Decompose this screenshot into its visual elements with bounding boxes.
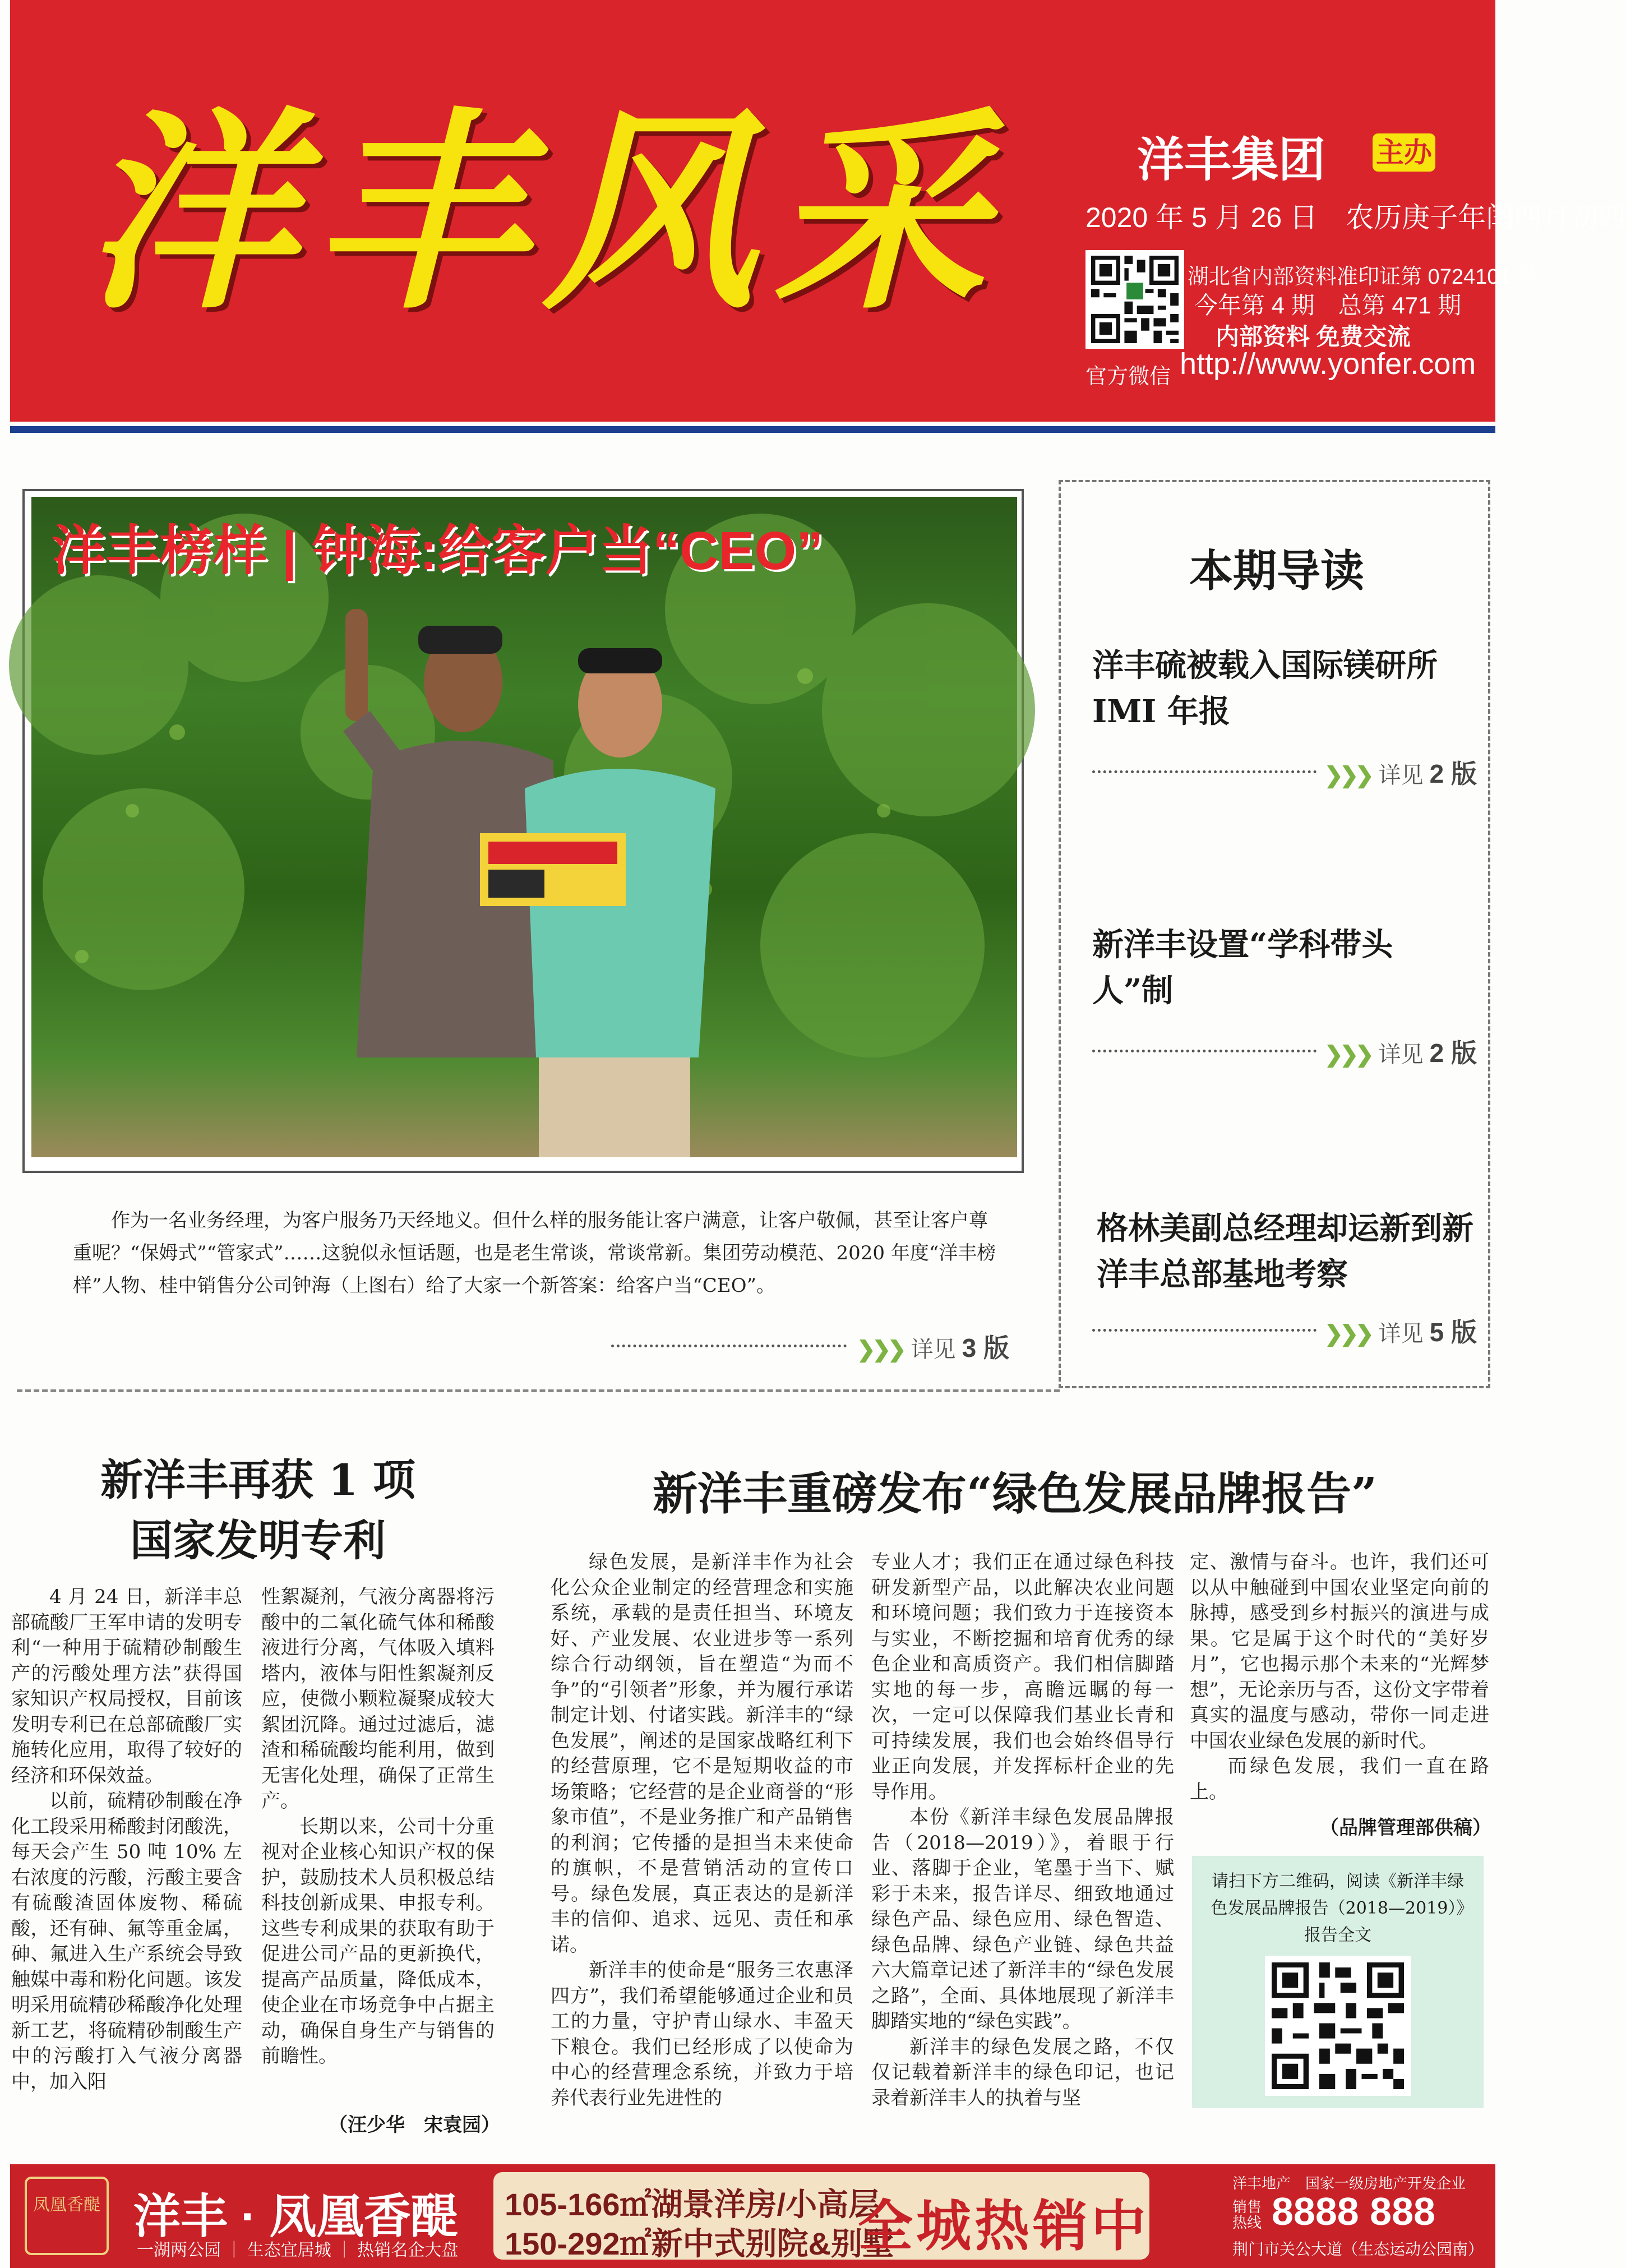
guide-item-2[interactable]: 新洋丰设置“学科带头人”制 xyxy=(1092,926,1393,1009)
issue-number: 今年第 4 期 总第 471 期 xyxy=(1194,292,1462,318)
website-link[interactable]: http://www.yonfer.com xyxy=(1180,347,1476,381)
article2-column-3 xyxy=(1190,1550,1489,1805)
qr-icon xyxy=(1272,1962,1404,2089)
ad-offer-line-1: 105-166㎡湖景洋房/小高层 xyxy=(505,2187,880,2222)
ad-developer: 洋丰地产 国家一级房地产开发企业 xyxy=(1232,2175,1466,2192)
article2-byline: （品牌管理部供稿） xyxy=(1320,1817,1491,1839)
chevron-right-icon: ❯❯❯ xyxy=(857,1337,903,1362)
ad-offer-line-2: 150-292㎡新中式别院&别墅 xyxy=(505,2226,894,2261)
masthead xyxy=(10,0,1626,422)
ad-offer-panel xyxy=(493,2172,1149,2260)
article1-title-line2: 国家发明专利 xyxy=(130,1516,386,1565)
article1-title-line1: 新洋丰再获 1 项 xyxy=(100,1455,415,1505)
article1-column-1 xyxy=(11,1585,242,2095)
dotted-leader xyxy=(1092,1050,1316,1052)
report-qr-code[interactable] xyxy=(1265,1956,1411,2096)
paragraph: 而绿色发展，我们一直在路上。 xyxy=(1190,1755,1489,1803)
publisher-badge: 主办 xyxy=(1373,133,1435,172)
real-estate-ad-banner[interactable] xyxy=(10,2164,1495,2268)
paragraph: 绿色发展，是新洋丰作为社会化公众企业制定的经营理念和实施系统，承载的是责任担当、环境友好、产业发展、农业进步等一系列综合行动纲领，旨在塑造“为而不争”的“引领者”形象，并为履行承诺制定计划、付诸实践。新洋丰的“绿色发展”，阐述的是国家战略红利下的经营原理，它不是短期收益的市场策略；它经营的是企业商誉的“形象市值”，不是业务推广和产品销售的利润；它传播的是担当未来使命的旗帜，不是营销活动的宣传口号。绿色发展，真正表达的是新洋丰的信仰、追求、远见、责任和承诺。 xyxy=(551,1551,853,1956)
ad-tagline: 一湖两公园 ｜ 生态宜居城 ｜ 热销名企大盘 xyxy=(137,2241,459,2260)
article2-column-1 xyxy=(551,1550,853,2111)
chevron-right-icon: ❯❯❯ xyxy=(1324,1322,1371,1346)
article2-column-2 xyxy=(871,1550,1174,2111)
paragraph: 专业人才；我们正在通过绿色科技研发新型产品，以此解决农业问题和环境问题；我们致力于连接资本与实业，不断挖掘和培育优秀的绿色企业和高质资产。我们相信脚踏实地的每一步，高瞻远瞩的每一次，一定可以保障我们基业长青和可持续发展，我们也会始终倡导行业正向发展，并发挥标杆企业的先导作用。 xyxy=(871,1551,1174,1803)
paragraph: 本份《新洋丰绿色发展品牌报告（2018—2019）》，着眼于行业、落脚于企业，笔墨于当下、赋彩于未来，报告详尽、细致地通过绿色产品、绿色应用、绿色智造、绿色品牌、绿色产业链、绿色共益六大篇章记述了新洋丰的“绿色发展之路”，全面、具体地展现了新洋丰脚踏实地的“绿色实践”。 xyxy=(871,1806,1174,2033)
chevron-right-icon: ❯❯❯ xyxy=(1324,763,1371,788)
paragraph: 定、激情与奋斗。也许，我们还可以从中触碰到中国农业坚定向前的脉搏，感受到乡村振兴的演进与成果。它是属于这个时代的“美好岁月”，它也揭示那个未来的“光辉梦想”，无论亲历与否，这份文字带着真实的温度与感动，带你一同走进中国农业绿色发展的新时代。 xyxy=(1190,1551,1489,1752)
guide-item-1[interactable]: 洋丰硫被载入国际镁研所 IMI 年报 xyxy=(1092,647,1438,730)
feature-see-page-link[interactable]: ❯❯❯ 详见 3 版 xyxy=(857,1333,1010,1362)
issue-guide-box xyxy=(1059,480,1490,1388)
feature-photo[interactable] xyxy=(31,497,1017,1157)
people-figures xyxy=(31,497,1017,1157)
ad-logo: 凤凰香醍 xyxy=(25,2177,109,2255)
guide-item-3-see-link[interactable]: ❯❯❯ 详见 5 版 xyxy=(1324,1318,1477,1347)
feature-caption: 作为一名业务经理，为客户服务乃天经地义。但什么样的服务能让客户满意，让客户敬佩，甚至让客户尊重呢？“保姆式”“管家式”……这貌似永恒话题，也是老生常谈，常谈常新。集团劳动模范、2020 年度“洋丰榜样”人物、桂中销售分公司钟海（上图右）给了大家一个新答案：给客户当“CEO”。 xyxy=(73,1209,996,1297)
qr-instruction: 请扫下方二维码，阅读《新洋丰绿色发展品牌报告（2018—2019）》报告全文 xyxy=(1211,1872,1465,1945)
ad-brand: 洋丰 · 凤凰香醍 xyxy=(133,2190,458,2243)
publisher-name: 洋丰集团 xyxy=(1137,133,1326,186)
feature-headline: 洋丰榜样 | 钟海:给客户当“CEO” xyxy=(52,521,824,581)
report-qr-box xyxy=(1192,1856,1484,2108)
permit-number: 湖北省内部资料准印证第 0724101 号 xyxy=(1188,265,1539,289)
ad-phone-number[interactable]: 8888 888 xyxy=(1272,2190,1435,2233)
ad-slogan: 全城热销中 xyxy=(858,2194,1150,2258)
guide-title: 本期导读 xyxy=(1189,546,1364,597)
article2-title: 新洋丰重磅发布“绿色发展品牌报告” xyxy=(652,1467,1378,1520)
guide-item-1-see-link[interactable]: ❯❯❯ 详见 2 版 xyxy=(1324,759,1477,788)
section-divider xyxy=(17,1389,1060,1392)
masthead-rule xyxy=(10,426,1495,433)
article1-byline: （汪少华 宋袁园） xyxy=(329,2114,500,2136)
internal-note: 内部资料 免费交流 xyxy=(1216,324,1411,350)
feature-photo-frame xyxy=(22,489,1024,1173)
issue-date: 2020 年 5 月 26 日 农历庚子年闰四月初四 xyxy=(1085,202,1626,233)
paragraph: 新洋丰的使命是“服务三农惠泽四方”，我们希望能够通过企业和员工的力量，守护青山绿水、丰盈天下粮仓。我们已经形成了以使命为中心的经营理念系统，并致力于培养代表行业先进性的 xyxy=(551,1959,853,2109)
paragraph: 新洋丰的绿色发展之路，不仅仅记载着新洋丰的绿色印记，也记录着新洋丰人的执着与坚 xyxy=(871,2035,1174,2109)
article1-title xyxy=(22,1450,493,1571)
paragraph: 长期以来，公司十分重视对企业核心知识产权的保护，鼓励技术人员积极总结科技创新成果、申报专利。这些专利成果的获取有助于促进公司产品的更新换代，提高产品质量，降低成本，使企业在市场竞争中占据主动，确保自身生产与销售的前瞻性。 xyxy=(261,1815,495,2067)
qr-icon xyxy=(1091,256,1179,343)
paragraph: 性絮凝剂，气液分离器将污酸中的二氧化硫气体和稀酸液进行分离，气体吸入填料塔内，液体与阳性絮凝剂反应，使微小颗粒凝聚成较大絮团沉降。通过过滤后，滤渣和稀硫酸均能利用，做到无害化处理，确保了正常生产。 xyxy=(261,1586,495,1812)
paragraph: 4 月 24 日，新洋丰总部硫酸厂王军申请的发明专利“一种用于硫精砂制酸生产的污酸处理方法”获得国家知识产权局授权，目前该发明专利已在总部硫酸厂实施转化应用，取得了较好的经济和环保效益。 xyxy=(11,1586,242,1787)
article1-column-2 xyxy=(261,1585,495,2070)
paragraph: 以前，硫精砂制酸在净化工段采用稀酸封闭酸洗，每天会产生 50 吨 10% 左右浓度的污酸，污酸主要含有硫酸渣固体废物、稀硫酸，还有砷、氟等重金属，砷、氟进入生产系统会导致触媒中毒和粉化问题。该发明采用硫精砂稀酸净化处理新工艺，将硫精砂制酸生产中的污酸打入气液分离器中，加入阳 xyxy=(11,1790,242,2093)
dotted-leader xyxy=(611,1345,847,1347)
dotted-leader xyxy=(1092,1329,1316,1332)
guide-item-2-see-link[interactable]: ❯❯❯ 详见 2 版 xyxy=(1324,1038,1477,1068)
ad-address: 荆门市关公大道（生态运动公园南） xyxy=(1232,2241,1484,2258)
chevron-right-icon: ❯❯❯ xyxy=(1324,1042,1371,1067)
wechat-label: 官方微信 xyxy=(1085,365,1171,389)
guide-item-3[interactable]: 格林美副总经理却运新到新洋丰总部基地考察 xyxy=(1097,1210,1473,1293)
wechat-qr-code[interactable] xyxy=(1085,250,1184,349)
masthead-title: 洋丰风采 xyxy=(83,87,1003,338)
dotted-leader xyxy=(1092,770,1316,773)
ad-phone-label: 销售热线 xyxy=(1232,2198,1262,2231)
